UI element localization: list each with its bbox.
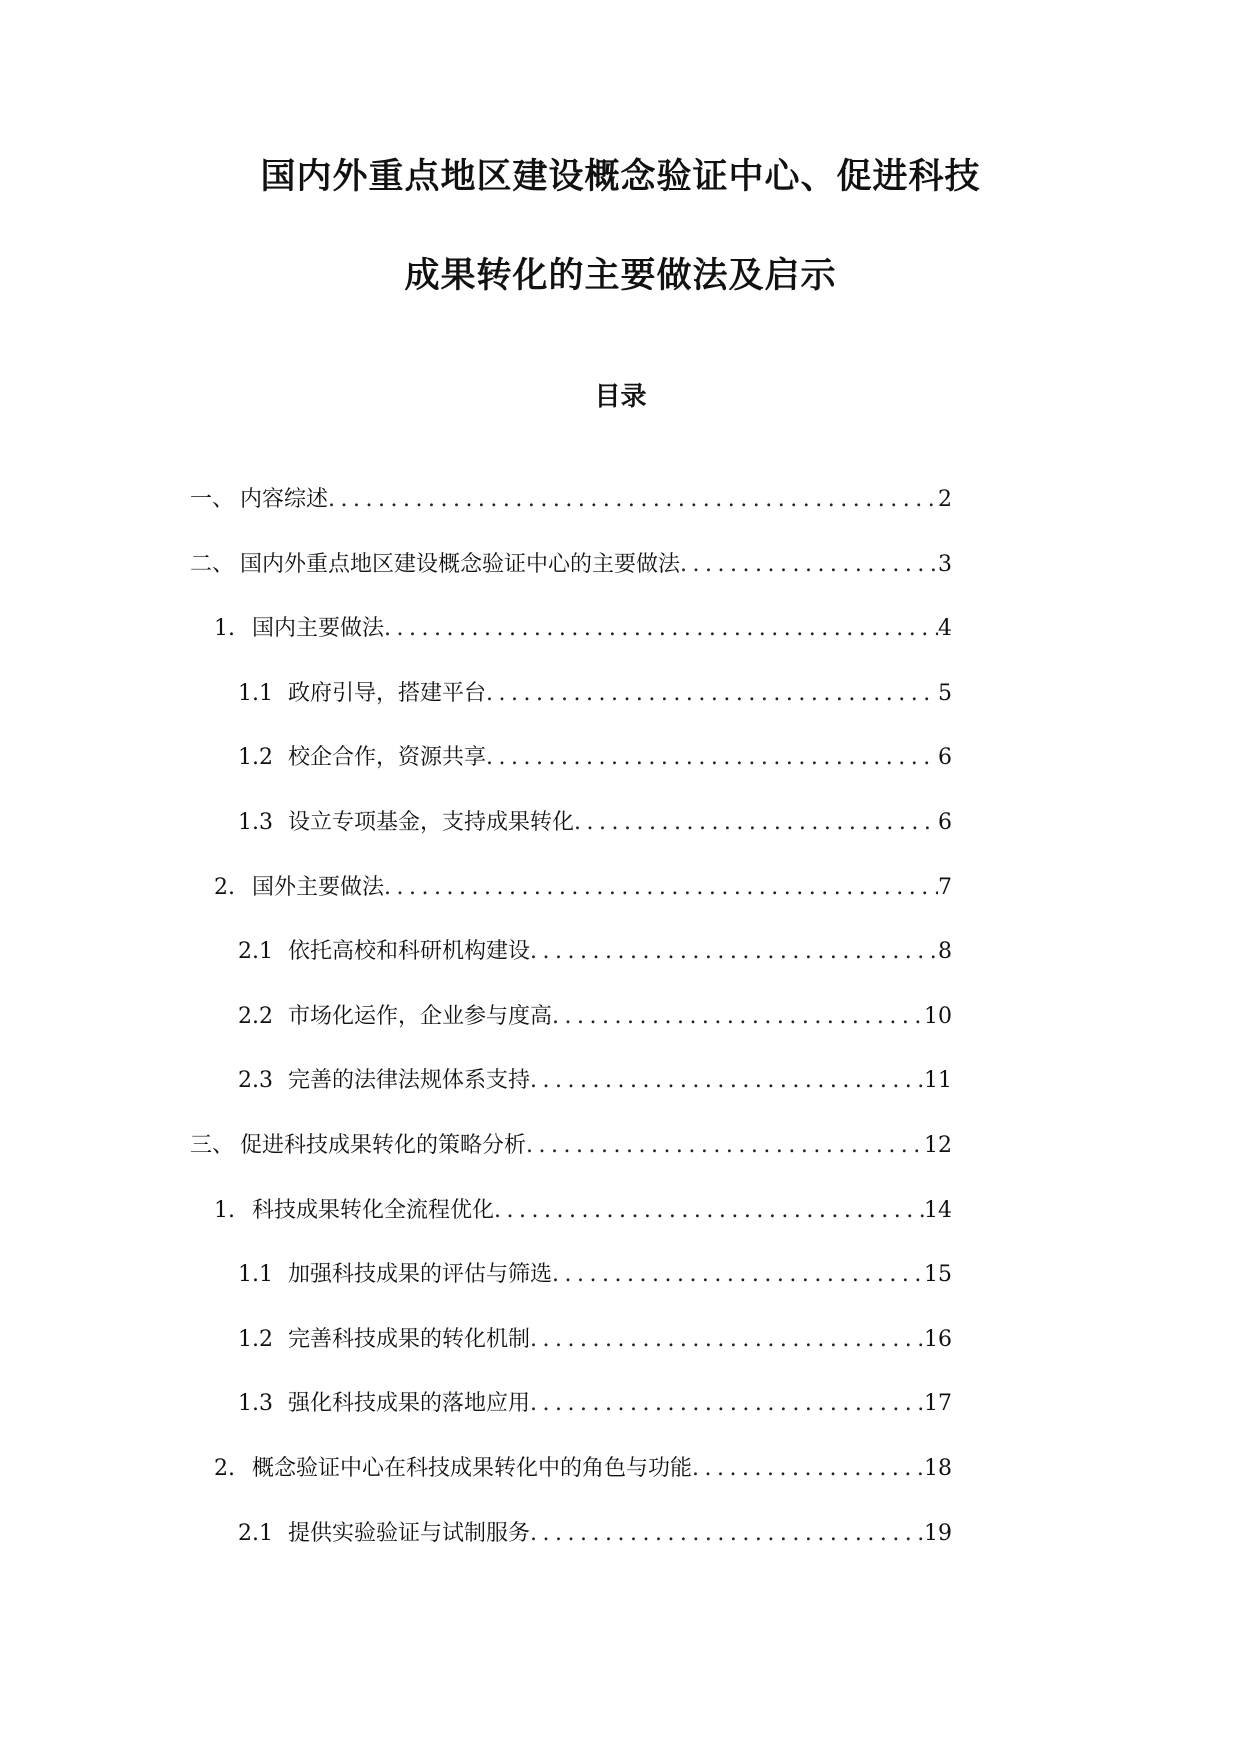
toc-entry-page-number: 15 — [924, 1262, 952, 1287]
toc-entry-page-number: 2 — [938, 487, 952, 512]
toc-dot-leader — [530, 1325, 924, 1355]
toc-entry-page-number: 7 — [938, 875, 952, 900]
toc-entry[interactable] — [238, 1325, 952, 1355]
toc-entry-page-number: 6 — [938, 745, 952, 770]
toc-entry-page-number: 11 — [924, 1068, 952, 1093]
toc-entry-page-number: 3 — [938, 552, 952, 577]
toc-dot-leader — [680, 550, 938, 580]
toc-entry-label: 促进科技成果转化的策略分析 — [240, 1133, 527, 1158]
toc-entry[interactable] — [214, 1196, 952, 1226]
toc-entry-number: 2.1 — [238, 1521, 273, 1546]
toc-entry-label: 国内外重点地区建设概念验证中心的主要做法 — [240, 552, 681, 577]
toc-entry-label: 概念验证中心在科技成果转化中的角色与功能 — [252, 1456, 693, 1481]
toc-entry-number: 三、 — [190, 1133, 235, 1158]
toc-entry[interactable] — [238, 743, 952, 773]
toc-entry-number: 1.1 — [238, 1262, 273, 1287]
toc-dot-leader — [494, 1196, 924, 1226]
toc-entry[interactable] — [238, 1389, 952, 1419]
toc-entry-label: 国外主要做法 — [252, 875, 385, 900]
toc-entry-label: 完善科技成果的转化机制 — [288, 1327, 531, 1352]
toc-entry-page-number: 16 — [924, 1327, 952, 1352]
toc-dot-leader — [486, 679, 938, 709]
toc-dot-leader — [692, 1454, 924, 1484]
toc-dot-leader — [530, 937, 938, 967]
toc-dot-leader — [530, 1066, 924, 1096]
toc-dot-leader — [574, 808, 938, 838]
toc-dot-leader — [530, 1389, 924, 1419]
toc-entry-label: 设立专项基金，支持成果转化 — [288, 810, 575, 835]
toc-entry-label: 依托高校和科研机构建设 — [288, 939, 531, 964]
toc-entry-label: 科技成果转化全流程优化 — [252, 1198, 495, 1223]
toc-dot-leader — [530, 1519, 924, 1549]
toc-entry[interactable] — [190, 550, 952, 580]
toc-entry-number: 1.2 — [238, 1327, 273, 1352]
toc-dot-leader — [384, 614, 938, 644]
toc-entry-number: 2.1 — [238, 939, 273, 964]
toc-entry-number: 二、 — [190, 552, 235, 577]
toc-entry-number: 2. — [214, 1456, 235, 1481]
toc-entry-page-number: 18 — [924, 1456, 952, 1481]
toc-entry-number: 1. — [214, 1198, 235, 1223]
toc-entry-page-number: 4 — [938, 616, 952, 641]
toc-entry-page-number: 12 — [924, 1133, 952, 1158]
toc-dot-leader — [328, 485, 938, 515]
toc-entry-label: 完善的法律法规体系支持 — [288, 1068, 531, 1093]
toc-entry-page-number: 14 — [924, 1198, 952, 1223]
toc-entry-number: 1.2 — [238, 745, 273, 770]
toc-dot-leader — [552, 1002, 924, 1032]
toc-entry[interactable] — [238, 937, 952, 967]
toc-entry[interactable] — [190, 485, 952, 515]
toc-entry-number: 1. — [214, 616, 235, 641]
toc-entry-label: 内容综述 — [240, 487, 329, 512]
toc-entry-number: 1.1 — [238, 681, 273, 706]
toc-entry-label: 国内主要做法 — [252, 616, 385, 641]
toc-entry-number: 2.2 — [238, 1004, 273, 1029]
toc-entry-number: 2. — [214, 875, 235, 900]
toc-entry[interactable] — [214, 1454, 952, 1484]
toc-entry-label: 提供实验验证与试制服务 — [288, 1521, 531, 1546]
document-title-line-1: 国内外重点地区建设概念验证中心、促进科技 — [260, 157, 981, 197]
toc-entry-number: 1.3 — [238, 810, 273, 835]
toc-entry[interactable] — [214, 873, 952, 903]
toc-entry-page-number: 5 — [938, 681, 952, 706]
toc-entry[interactable] — [190, 1131, 952, 1161]
toc-entry[interactable] — [238, 1002, 952, 1032]
toc-dot-leader — [526, 1131, 924, 1161]
toc-dot-leader — [384, 873, 938, 903]
toc-entry-label: 校企合作，资源共享 — [288, 745, 487, 770]
toc-entry-page-number: 6 — [938, 810, 952, 835]
toc-entry-number: 2.3 — [238, 1068, 273, 1093]
toc-entry[interactable] — [238, 1066, 952, 1096]
toc-entry-label: 政府引导，搭建平台 — [288, 681, 487, 706]
toc-entry-page-number: 10 — [924, 1004, 952, 1029]
toc-entry[interactable] — [238, 679, 952, 709]
toc-entry[interactable] — [238, 1519, 952, 1549]
toc-dot-leader — [552, 1260, 924, 1290]
toc-entry-label: 强化科技成果的落地应用 — [288, 1391, 531, 1416]
toc-entry-label: 市场化运作，企业参与度高 — [288, 1004, 553, 1029]
toc-entry-page-number: 19 — [924, 1521, 952, 1546]
document-title-line-2: 成果转化的主要做法及启示 — [404, 256, 837, 296]
toc-entry[interactable] — [238, 808, 952, 838]
toc-entry[interactable] — [238, 1260, 952, 1290]
toc-entry-number: 一、 — [190, 487, 235, 512]
toc-dot-leader — [486, 743, 938, 773]
toc-entry-page-number: 17 — [924, 1391, 952, 1416]
toc-heading: 目录 — [594, 382, 647, 412]
toc-entry-label: 加强科技成果的评估与筛选 — [288, 1262, 553, 1287]
toc-entry-page-number: 8 — [938, 939, 952, 964]
toc-entry-number: 1.3 — [238, 1391, 273, 1416]
toc-entry[interactable] — [214, 614, 952, 644]
